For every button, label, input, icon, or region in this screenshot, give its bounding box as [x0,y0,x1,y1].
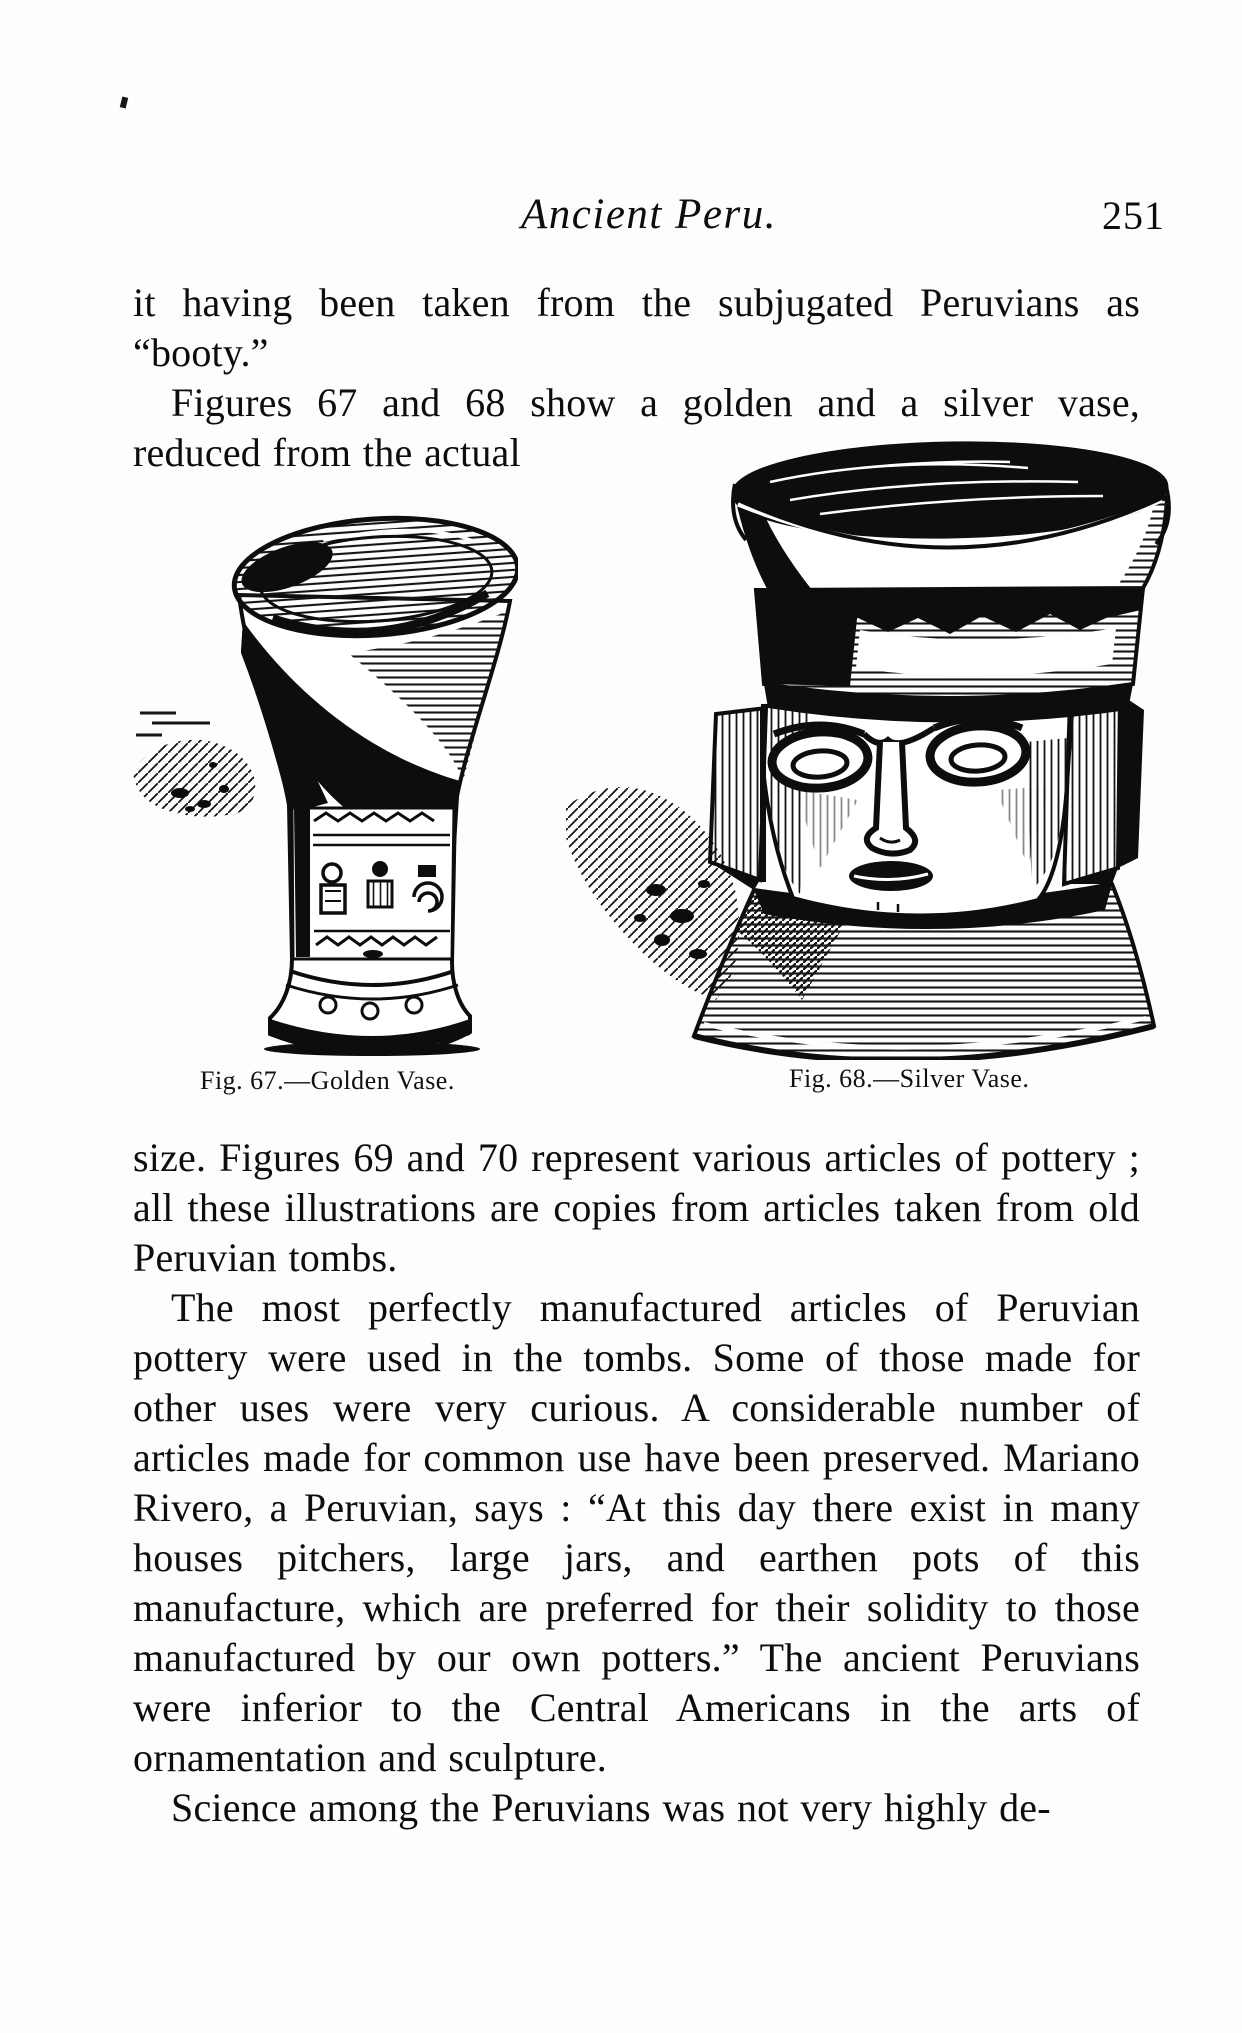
silver-vase-engraving [558,438,1173,1060]
smudge-shadow [133,713,255,817]
hat-band [756,588,1143,723]
paragraph-figures-intro: Figures 67 and 68 show a golden and a silver vase, reduced from the actual [133,380,1140,475]
paragraph-pottery-articles: size. Figures 69 and 70 represent various articles of pottery ; all these illustrations are copies from articles taken from old Peruvian tombs. [133,1135,1140,1280]
running-header [133,190,1165,242]
paragraph-rivero-quote: The most perfectly manufactured articles of Peruvian pottery were used in the tombs. Some of those made for other uses were very curious. A considerable number of articles made for common use have been preserved. Mariano Rivero, a Peruvian, says : “At this day there exist in many houses pitchers, large jars, and earthen pots of this manufacture, which are preferred for their solidity to those manufactured by our own potters.” The ancient Peruvians were inferior to the Central Americans in the arts of ornamentation and sculpture. [133,1285,1140,1780]
figure-68-caption: Fig. 68.—Silver Vase. [789,1064,1030,1093]
figure-67-caption: Fig. 67.—Golden Vase. [200,1066,455,1095]
golden-vase-engraving [118,513,518,1058]
ink-speck [120,96,128,108]
page-title: Ancient Peru. [521,191,777,238]
page-number: 251 [1102,193,1165,238]
figure-68-silver-vase [558,438,1173,1093]
paragraph-booty: it having been taken from the subjugated Peruvians as “booty.” [133,280,1140,375]
carved-figure-band [292,808,454,959]
paragraph-science: Science among the Peruvians was not very highly de- [171,1785,1051,1830]
figure-67-golden-vase [118,513,518,1095]
